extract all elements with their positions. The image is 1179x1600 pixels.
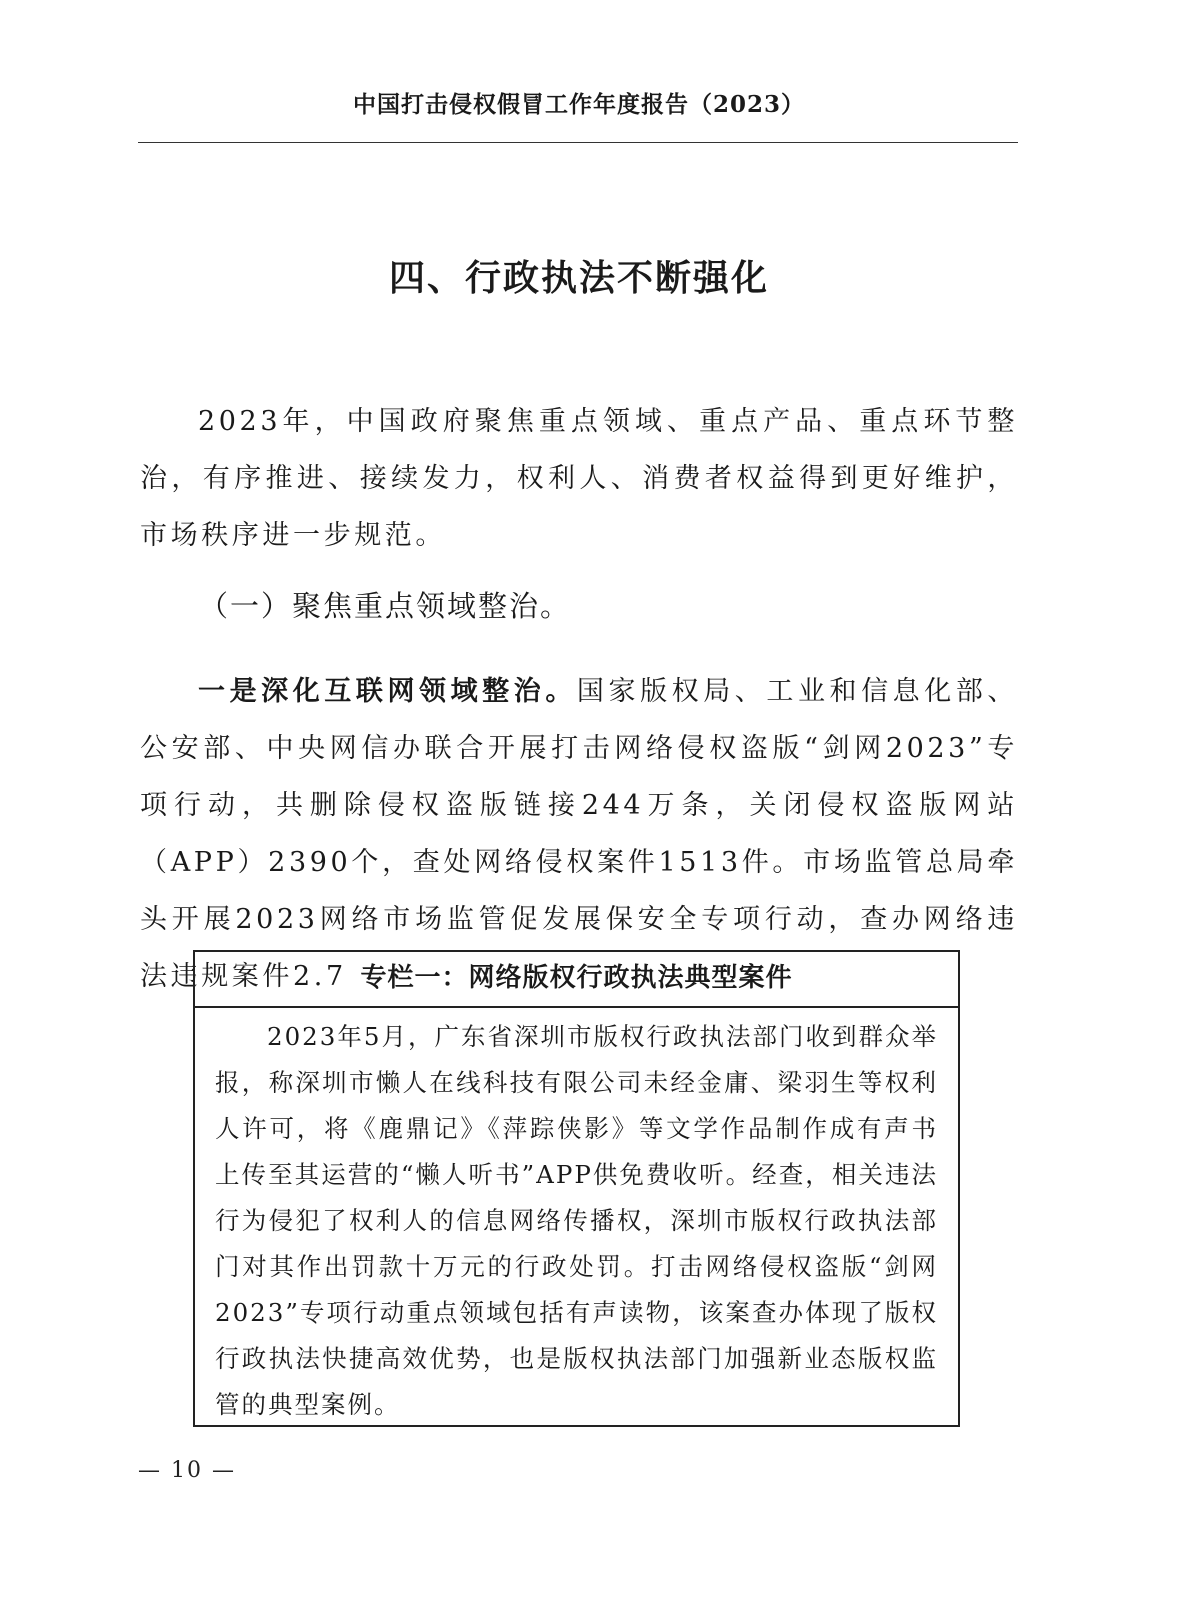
paragraph-lead: 一是深化互联网领域整治。 bbox=[198, 676, 577, 707]
sidebar-box bbox=[193, 950, 960, 1427]
running-header: 中国打击侵权假冒工作年度报告（2023） bbox=[352, 91, 805, 118]
intro-paragraph: 2023年，中国政府聚焦重点领域、重点产品、重点环节整治，有序推进、接续发力，权利人、消费者权益得到更好维护，市场秩序进一步规范。 bbox=[140, 406, 1018, 551]
subheading: （一）聚焦重点领域整治。 bbox=[199, 589, 572, 623]
page-number: — 10 — bbox=[138, 1458, 236, 1483]
header-divider bbox=[138, 142, 1018, 143]
paragraph-body: 国家版权局、工业和信息化部、公安部、中央网信办联合开展打击网络侵权盗版“剑网2023”专项行动，共删除侵权盗版链接244万条，关闭侵权盗版网站（APP）2390个，查处网络侵权案件1513件。市场监管总局牵头开展2023网络市场监管促发展保安全专项行动，查办网络违法违规案件2.7 bbox=[140, 676, 1019, 992]
sidebar-box-body: 2023年5月，广东省深圳市版权行政执法部门收到群众举报，称深圳市懒人在线科技有限公司未经金庸、梁羽生等权利人许可，将《鹿鼎记》《萍踪侠影》等文学作品制作成有声书上传至其运营的“懒人听书”APP供免费收听。经查，相关违法行为侵犯了权利人的信息网络传播权，深圳市版权行政执法部门对其作出罚款十万元的行政处罚。打击网络侵权盗版“剑网2023”专项行动重点领域包括有声读物，该案查办体现了版权行政执法快捷高效优势，也是版权执法部门加强新业态版权监管的典型案例。 bbox=[215, 1022, 938, 1419]
section-title: 四、行政执法不断强化 bbox=[388, 258, 769, 299]
sidebar-box-title: 专栏一：网络版权行政执法典型案件 bbox=[195, 952, 958, 1008]
